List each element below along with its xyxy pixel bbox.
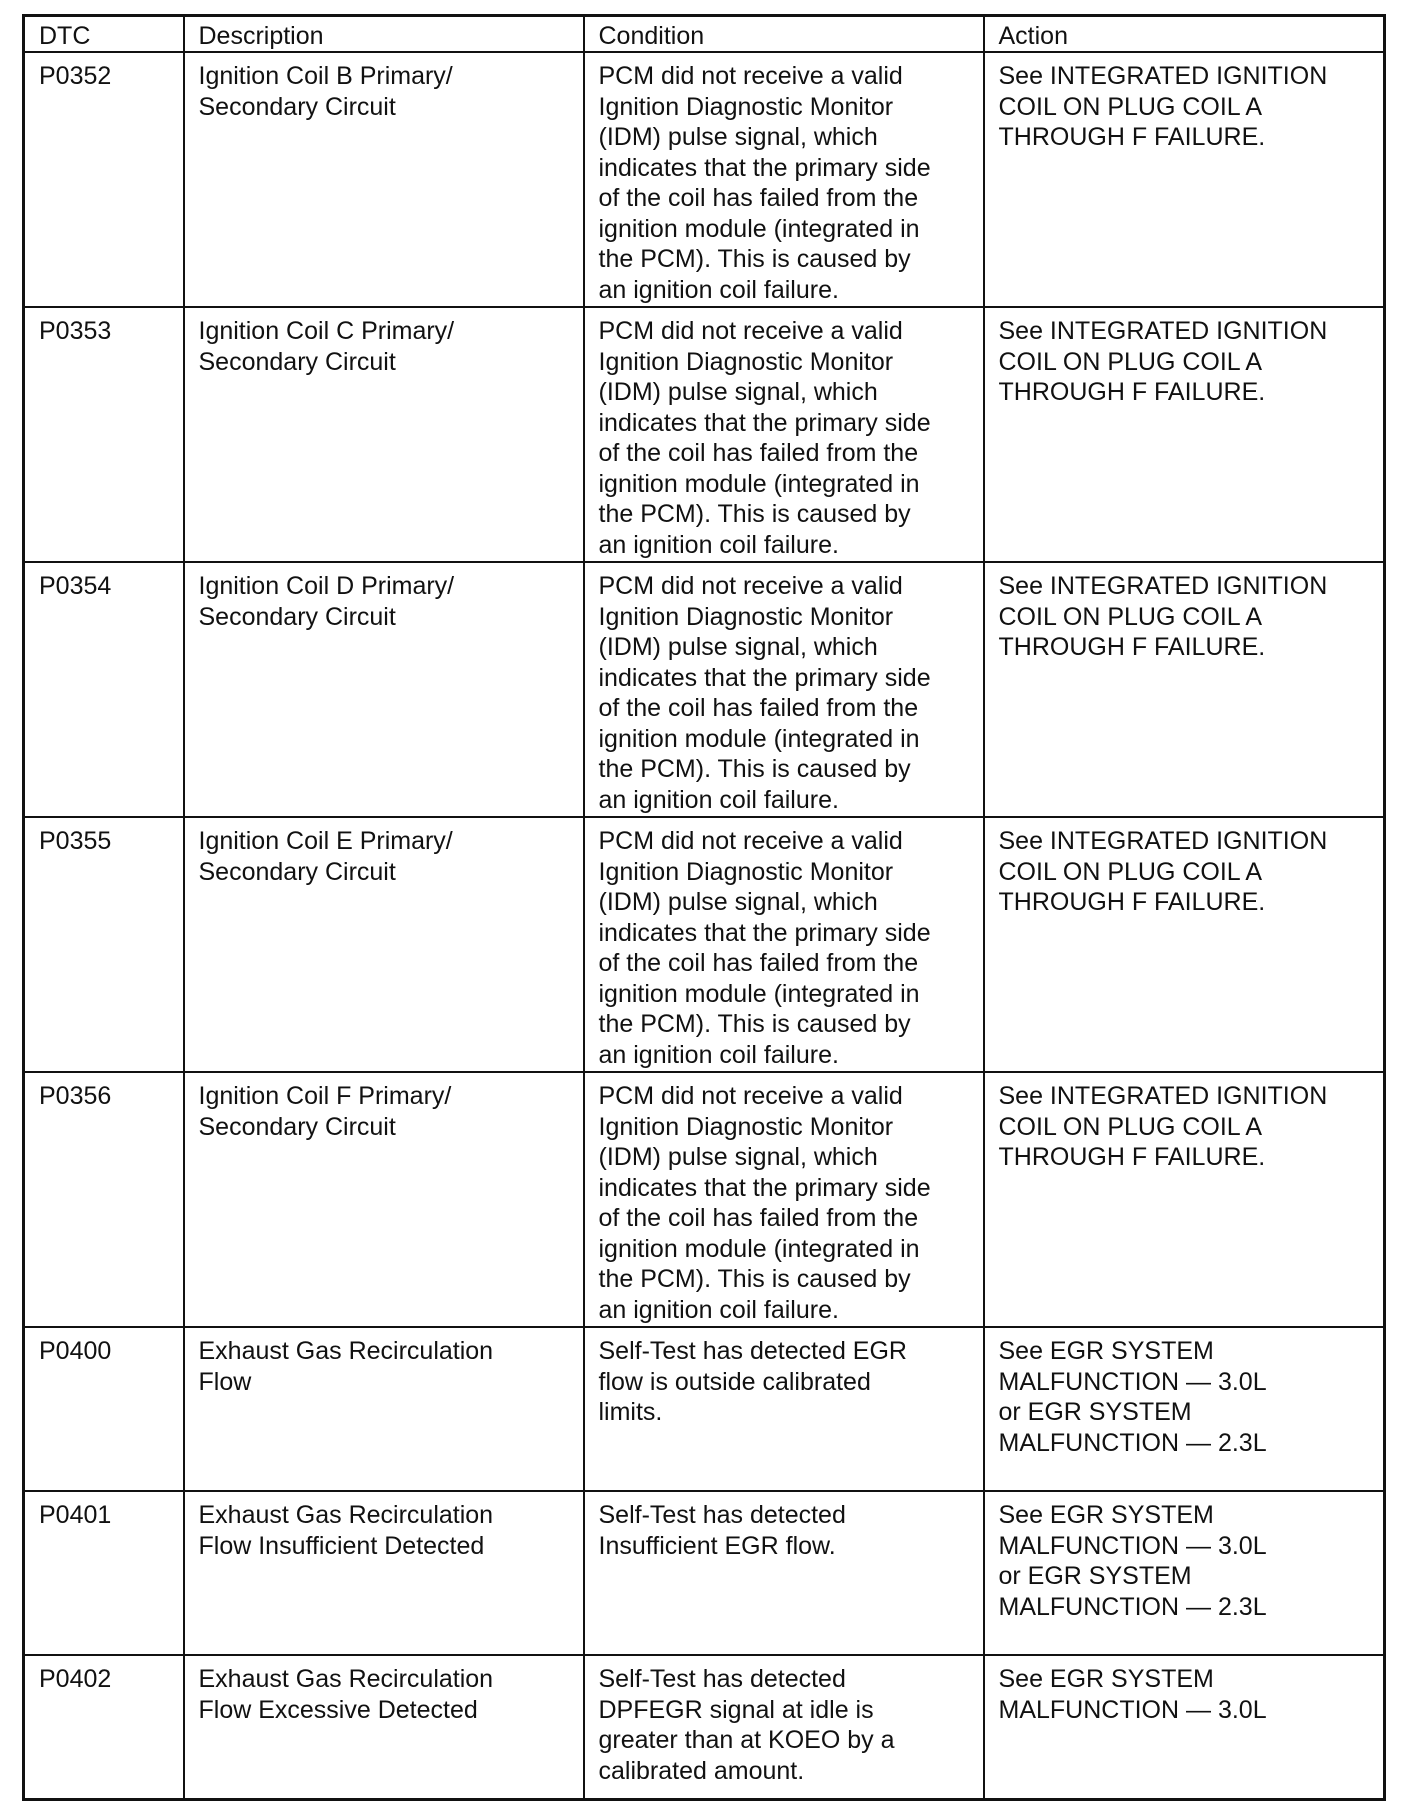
header-action: Action <box>984 16 1385 53</box>
dtc-condition: Self-Test has detected Insufficient EGR flow. <box>584 1491 984 1655</box>
dtc-action: See INTEGRATED IGNITION COIL ON PLUG COIL A THROUGH F FAILURE. <box>984 562 1385 817</box>
dtc-action: See INTEGRATED IGNITION COIL ON PLUG COIL A THROUGH F FAILURE. <box>984 52 1385 307</box>
dtc-description: Exhaust Gas Recirculation Flow <box>184 1327 584 1491</box>
dtc-code: P0352 <box>24 52 184 307</box>
header-condition: Condition <box>584 16 984 53</box>
dtc-description: Ignition Coil C Primary/ Secondary Circuit <box>184 307 584 562</box>
table-header-row <box>24 16 1385 53</box>
dtc-description: Ignition Coil B Primary/ Secondary Circuit <box>184 52 584 307</box>
header-description: Description <box>184 16 584 53</box>
table-row <box>24 307 1385 562</box>
dtc-condition: PCM did not receive a valid Ignition Diagnostic Monitor (IDM) pulse signal, which indicates that the primary side of the coil has failed from the ignition module (integrated in the PCM). This is caused by an ignition coil failure. <box>584 52 984 307</box>
dtc-code: P0402 <box>24 1655 184 1800</box>
dtc-action: See INTEGRATED IGNITION COIL ON PLUG COIL A THROUGH F FAILURE. <box>984 307 1385 562</box>
table-row <box>24 1327 1385 1491</box>
dtc-description: Ignition Coil D Primary/ Secondary Circuit <box>184 562 584 817</box>
dtc-code: P0353 <box>24 307 184 562</box>
dtc-condition: PCM did not receive a valid Ignition Diagnostic Monitor (IDM) pulse signal, which indicates that the primary side of the coil has failed from the ignition module (integrated in the PCM). This is caused by an ignition coil failure. <box>584 817 984 1072</box>
dtc-action: See INTEGRATED IGNITION COIL ON PLUG COIL A THROUGH F FAILURE. <box>984 817 1385 1072</box>
dtc-action: See EGR SYSTEM MALFUNCTION — 3.0L or EGR SYSTEM MALFUNCTION — 2.3L <box>984 1327 1385 1491</box>
dtc-action: See INTEGRATED IGNITION COIL ON PLUG COIL A THROUGH F FAILURE. <box>984 1072 1385 1327</box>
table-row <box>24 1655 1385 1800</box>
dtc-description: Exhaust Gas Recirculation Flow Excessive Detected <box>184 1655 584 1800</box>
dtc-action: See EGR SYSTEM MALFUNCTION — 3.0L <box>984 1655 1385 1800</box>
table-row <box>24 52 1385 307</box>
dtc-description: Exhaust Gas Recirculation Flow Insufficient Detected <box>184 1491 584 1655</box>
table-row <box>24 1491 1385 1655</box>
dtc-description: Ignition Coil F Primary/ Secondary Circuit <box>184 1072 584 1327</box>
dtc-condition: PCM did not receive a valid Ignition Diagnostic Monitor (IDM) pulse signal, which indicates that the primary side of the coil has failed from the ignition module (integrated in the PCM). This is caused by an ignition coil failure. <box>584 1072 984 1327</box>
dtc-condition: PCM did not receive a valid Ignition Diagnostic Monitor (IDM) pulse signal, which indicates that the primary side of the coil has failed from the ignition module (integrated in the PCM). This is caused by an ignition coil failure. <box>584 307 984 562</box>
dtc-action: See EGR SYSTEM MALFUNCTION — 3.0L or EGR SYSTEM MALFUNCTION — 2.3L <box>984 1491 1385 1655</box>
dtc-code: P0355 <box>24 817 184 1072</box>
dtc-table <box>22 14 1386 1801</box>
dtc-code: P0401 <box>24 1491 184 1655</box>
dtc-code: P0354 <box>24 562 184 817</box>
table-row <box>24 562 1385 817</box>
dtc-condition: PCM did not receive a valid Ignition Diagnostic Monitor (IDM) pulse signal, which indicates that the primary side of the coil has failed from the ignition module (integrated in the PCM). This is caused by an ignition coil failure. <box>584 562 984 817</box>
dtc-condition: Self-Test has detected DPFEGR signal at idle is greater than at KOEO by a calibrated amount. <box>584 1655 984 1800</box>
table-row <box>24 817 1385 1072</box>
dtc-code: P0400 <box>24 1327 184 1491</box>
table-row <box>24 1072 1385 1327</box>
dtc-description: Ignition Coil E Primary/ Secondary Circuit <box>184 817 584 1072</box>
dtc-condition: Self-Test has detected EGR flow is outside calibrated limits. <box>584 1327 984 1491</box>
dtc-code: P0356 <box>24 1072 184 1327</box>
header-dtc: DTC <box>24 16 184 53</box>
